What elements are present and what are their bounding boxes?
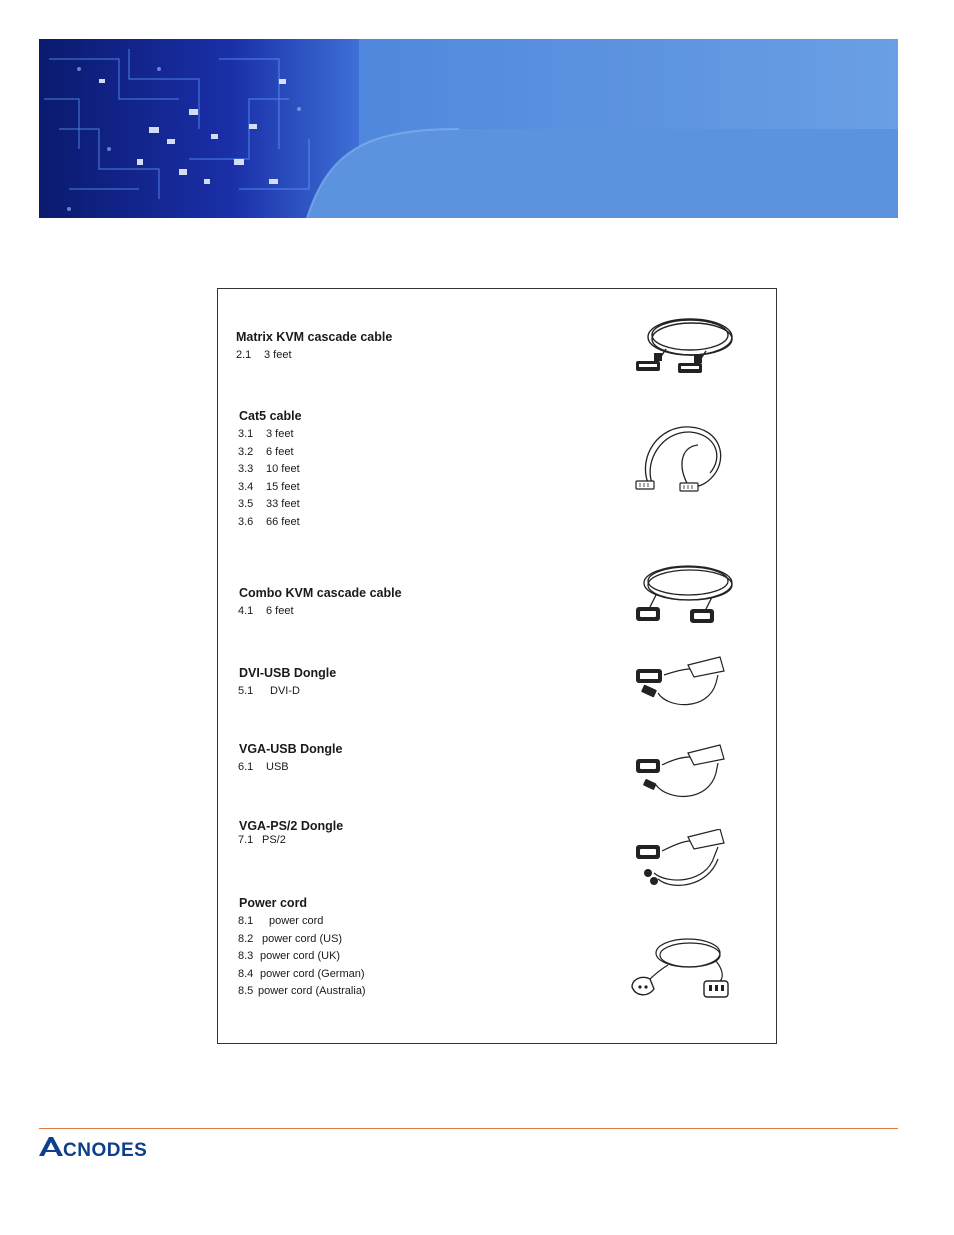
accessory-title: VGA-PS/2 Dongle <box>239 819 344 833</box>
cat5-cable-icon <box>628 417 738 501</box>
power-cord-icon <box>628 931 738 1003</box>
accessory-option <box>238 426 302 444</box>
accessory-vga-usb-dongle <box>238 742 342 777</box>
option-label: 10 feet <box>266 463 300 475</box>
option-label: 66 feet <box>266 515 300 528</box>
accessory-title: Matrix KVM cascade cable <box>236 330 393 344</box>
option-label: 6 feet <box>266 605 294 617</box>
option-label: power cord (German) <box>260 967 365 980</box>
accessory-option <box>238 931 366 949</box>
option-number: 2.1 <box>236 349 252 361</box>
option-number: 3.4 <box>238 480 254 493</box>
accessory-title: VGA-USB Dongle <box>239 742 343 756</box>
circuit-board-graphic <box>39 39 898 218</box>
accessory-option <box>238 683 336 701</box>
footer-divider <box>39 1128 898 1129</box>
option-number: 8.4 <box>238 967 254 980</box>
accessory-cat5-cable <box>238 409 302 531</box>
accessory-option <box>236 347 392 365</box>
option-number: 3.5 <box>238 498 254 510</box>
option-number: 3.3 <box>238 463 254 475</box>
option-number: 8.5 <box>238 985 254 997</box>
option-label: power cord (US) <box>262 932 343 945</box>
combo-cascade-cable-icon <box>628 561 738 631</box>
accessory-vga-ps2-dongle <box>238 819 343 850</box>
option-number: 8.1 <box>238 915 254 927</box>
option-number: 8.2 <box>238 932 254 945</box>
header-banner <box>39 39 898 218</box>
accessories-box <box>217 288 777 1044</box>
accessory-option <box>238 603 402 621</box>
accessory-option <box>238 983 366 1001</box>
vga-usb-dongle-icon <box>628 743 738 805</box>
accessory-option <box>238 514 302 532</box>
option-label: PS/2 <box>262 834 286 846</box>
accessory-title: Cat5 cable <box>239 409 302 423</box>
accessory-option <box>238 444 302 462</box>
accessory-title: Combo KVM cascade cable <box>239 586 402 600</box>
option-label: power cord (Australia) <box>258 985 366 997</box>
option-number: 4.1 <box>238 605 254 617</box>
vga-ps2-dongle-icon <box>628 829 738 891</box>
accessory-matrix-kvm-cascade-cable <box>236 330 392 365</box>
option-label: 3 feet <box>266 428 294 440</box>
option-number: 3.2 <box>238 445 254 458</box>
accessory-dvi-usb-dongle <box>238 666 336 701</box>
option-label: USB <box>266 761 289 773</box>
option-number: 8.3 <box>238 950 254 962</box>
accessory-title: DVI-USB Dongle <box>239 666 337 680</box>
option-label: DVI-D <box>270 685 300 697</box>
accessory-option <box>238 966 366 984</box>
accessory-combo-kvm-cascade-cable <box>238 586 402 621</box>
accessory-option <box>238 479 302 497</box>
vga-cascade-cable-icon <box>628 309 748 381</box>
option-label: power cord <box>269 915 324 927</box>
option-label: 6 feet <box>266 445 294 458</box>
accessory-option <box>238 913 366 931</box>
accessory-option <box>238 948 366 966</box>
option-number: 5.1 <box>238 685 254 697</box>
acnodes-logo <box>39 1134 199 1160</box>
option-number: 6.1 <box>238 761 254 773</box>
option-number: 7.1 <box>238 834 254 846</box>
option-label: 15 feet <box>266 480 300 493</box>
option-label: 33 feet <box>266 498 300 510</box>
option-number: 3.6 <box>238 515 254 528</box>
accessory-title: Power cord <box>239 896 308 910</box>
accessory-power-cord <box>238 896 366 1001</box>
dvi-usb-dongle-icon <box>628 653 738 713</box>
option-label: 3 feet <box>264 349 292 361</box>
option-number: 3.1 <box>238 428 254 440</box>
svg-text:CNODES: CNODES <box>63 1140 148 1160</box>
accessory-option <box>238 759 342 777</box>
option-label: power cord (UK) <box>260 950 341 962</box>
accessory-option <box>238 832 343 850</box>
accessory-option <box>238 496 302 514</box>
accessory-option <box>238 461 302 479</box>
